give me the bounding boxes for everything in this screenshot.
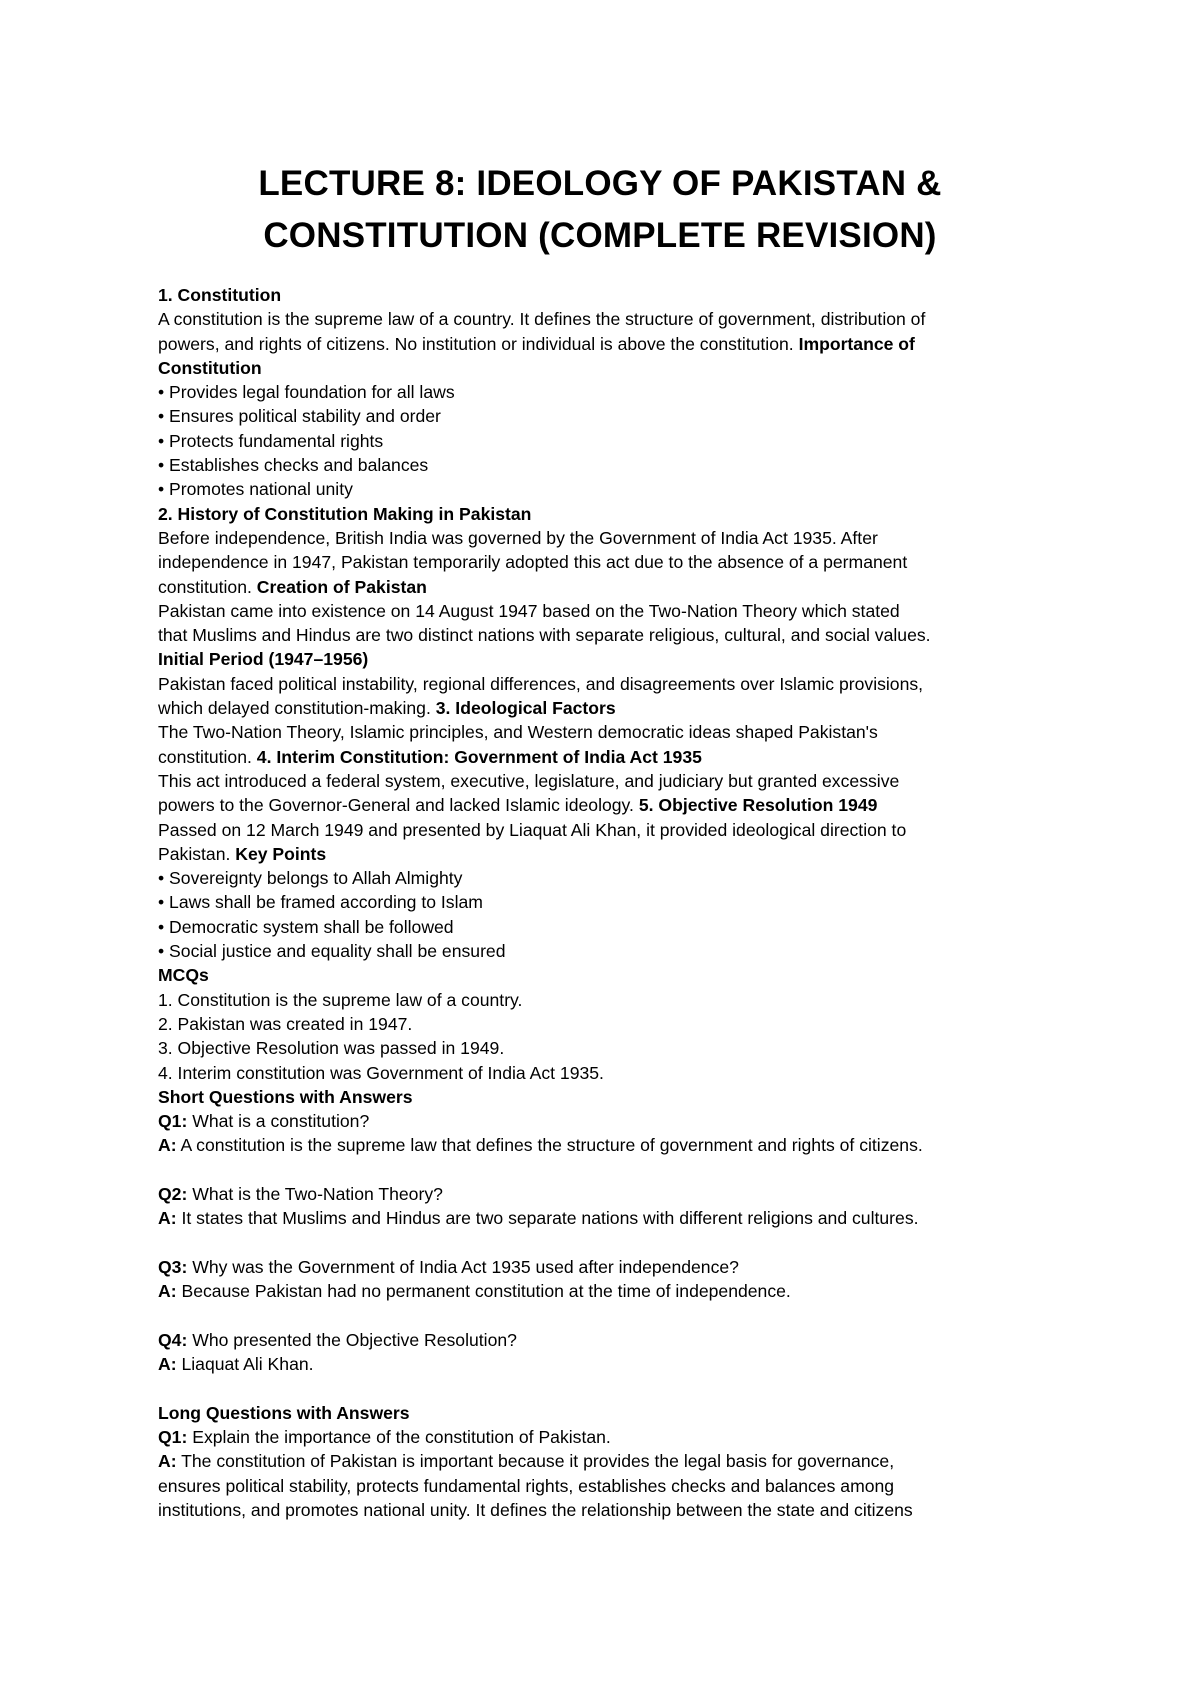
- paragraph-line: Passed on 12 March 1949 and presented by Liaquat Ali Khan, it provided ideological direction to: [158, 819, 907, 840]
- subheading: Key Points: [235, 843, 327, 864]
- list-item: • Protects fundamental rights: [158, 430, 384, 451]
- spacer: [158, 1231, 1058, 1255]
- paragraph-line: constitution. Creation of Pakistan: [158, 576, 427, 597]
- section-heading: 4. Interim Constitution: Government of India Act 1935: [256, 746, 702, 767]
- list-item: • Establishes checks and balances: [158, 455, 429, 476]
- list-item: • Ensures political stability and order: [158, 406, 441, 427]
- paragraph-line: Pakistan faced political instability, regional differences, and disagreements over Islamic provisions,: [158, 673, 924, 694]
- paragraph-line: constitution. 4. Interim Constitution: Government of India Act 1935: [158, 746, 702, 767]
- paragraph-line: independence in 1947, Pakistan temporarily adopted this act due to the absence of a permanent: [158, 552, 908, 573]
- list-item: • Democratic system shall be followed: [158, 916, 454, 937]
- subheading: Importance of: [798, 333, 915, 354]
- paragraph-line: powers to the Governor-General and lacked Islamic ideology. 5. Objective Resolution 1949: [158, 795, 878, 816]
- section-heading: 2. History of Constitution Making in Pakistan: [158, 503, 532, 524]
- paragraph-line: The Two-Nation Theory, Islamic principles, and Western democratic ideas shaped Pakistan's: [158, 722, 878, 743]
- paragraph-line: Before independence, British India was governed by the Government of India Act 1935. After: [158, 527, 878, 548]
- section-heading: 1. Constitution: [158, 285, 282, 305]
- list-item: • Sovereignty belongs to Allah Almighty: [158, 868, 463, 889]
- spacer: [158, 1303, 1058, 1327]
- list-item: • Social justice and equality shall be ensured: [158, 941, 506, 962]
- section-heading: MCQs: [158, 965, 209, 986]
- subheading: Constitution: [158, 357, 262, 378]
- list-item: 4. Interim constitution was Government of India Act 1935.: [158, 1062, 604, 1083]
- section-heading: 3. Ideological Factors: [435, 698, 616, 719]
- paragraph-line: powers, and rights of citizens. No institution or individual is above the constitution. Importance of: [158, 333, 915, 354]
- answer: A: A constitution is the supreme law that defines the structure of government and rights of citizens.: [158, 1135, 923, 1156]
- spacer: [158, 1158, 1058, 1182]
- question: Q3: Why was the Government of India Act 1935 used after independence?: [158, 1256, 739, 1277]
- paragraph-line: Pakistan. Key Points: [158, 843, 327, 864]
- title-line-2: CONSTITUTION (COMPLETE REVISION): [263, 216, 937, 255]
- question: Q2: What is the Two-Nation Theory?: [158, 1183, 443, 1204]
- list-item: • Laws shall be framed according to Islam: [158, 892, 483, 913]
- answer: A: Because Pakistan had no permanent constitution at the time of independence.: [158, 1281, 791, 1302]
- list-item: 2. Pakistan was created in 1947.: [158, 1013, 413, 1034]
- answer-line: institutions, and promotes national unity. It defines the relationship between the state and citizens: [158, 1499, 913, 1520]
- answer-line: ensures political stability, protects fundamental rights, establishes checks and balances among: [158, 1475, 895, 1496]
- subheading: Initial Period (1947–1956): [158, 649, 369, 670]
- question: Q4: Who presented the Objective Resolution?: [158, 1329, 517, 1350]
- page-title: [0, 158, 1200, 262]
- section-heading: Long Questions with Answers: [158, 1402, 410, 1423]
- question: Q1: Explain the importance of the constitution of Pakistan.: [158, 1426, 611, 1447]
- paragraph-line: that Muslims and Hindus are two distinct nations with separate religious, cultural, and social values.: [158, 625, 931, 646]
- answer: A: It states that Muslims and Hindus are two separate nations with different religions and cultures.: [158, 1208, 919, 1229]
- paragraph-line: which delayed constitution-making. 3. Ideological Factors: [158, 698, 616, 719]
- list-item: • Promotes national unity: [158, 479, 353, 500]
- list-item: 1. Constitution is the supreme law of a country.: [158, 989, 523, 1010]
- section-heading: Short Questions with Answers: [158, 1086, 413, 1107]
- list-item: 3. Objective Resolution was passed in 1949.: [158, 1038, 505, 1059]
- list-item: • Provides legal foundation for all laws: [158, 382, 455, 403]
- answer: A: The constitution of Pakistan is important because it provides the legal basis for governance,: [158, 1451, 895, 1472]
- document-body: [158, 283, 1058, 1522]
- paragraph-line: This act introduced a federal system, executive, legislature, and judiciary but granted excessive: [158, 770, 900, 791]
- section-heading: 5. Objective Resolution 1949: [638, 795, 878, 816]
- spacer: [158, 1376, 1058, 1400]
- answer: A: Liaquat Ali Khan.: [158, 1354, 314, 1375]
- question: Q1: What is a constitution?: [158, 1111, 370, 1132]
- subheading: Creation of Pakistan: [256, 576, 427, 597]
- paragraph-line: A constitution is the supreme law of a country. It defines the structure of government, distribution of: [158, 309, 926, 330]
- title-line-1: LECTURE 8: IDEOLOGY OF PAKISTAN &: [258, 164, 942, 203]
- paragraph-line: Pakistan came into existence on 14 August 1947 based on the Two-Nation Theory which stated: [158, 600, 900, 621]
